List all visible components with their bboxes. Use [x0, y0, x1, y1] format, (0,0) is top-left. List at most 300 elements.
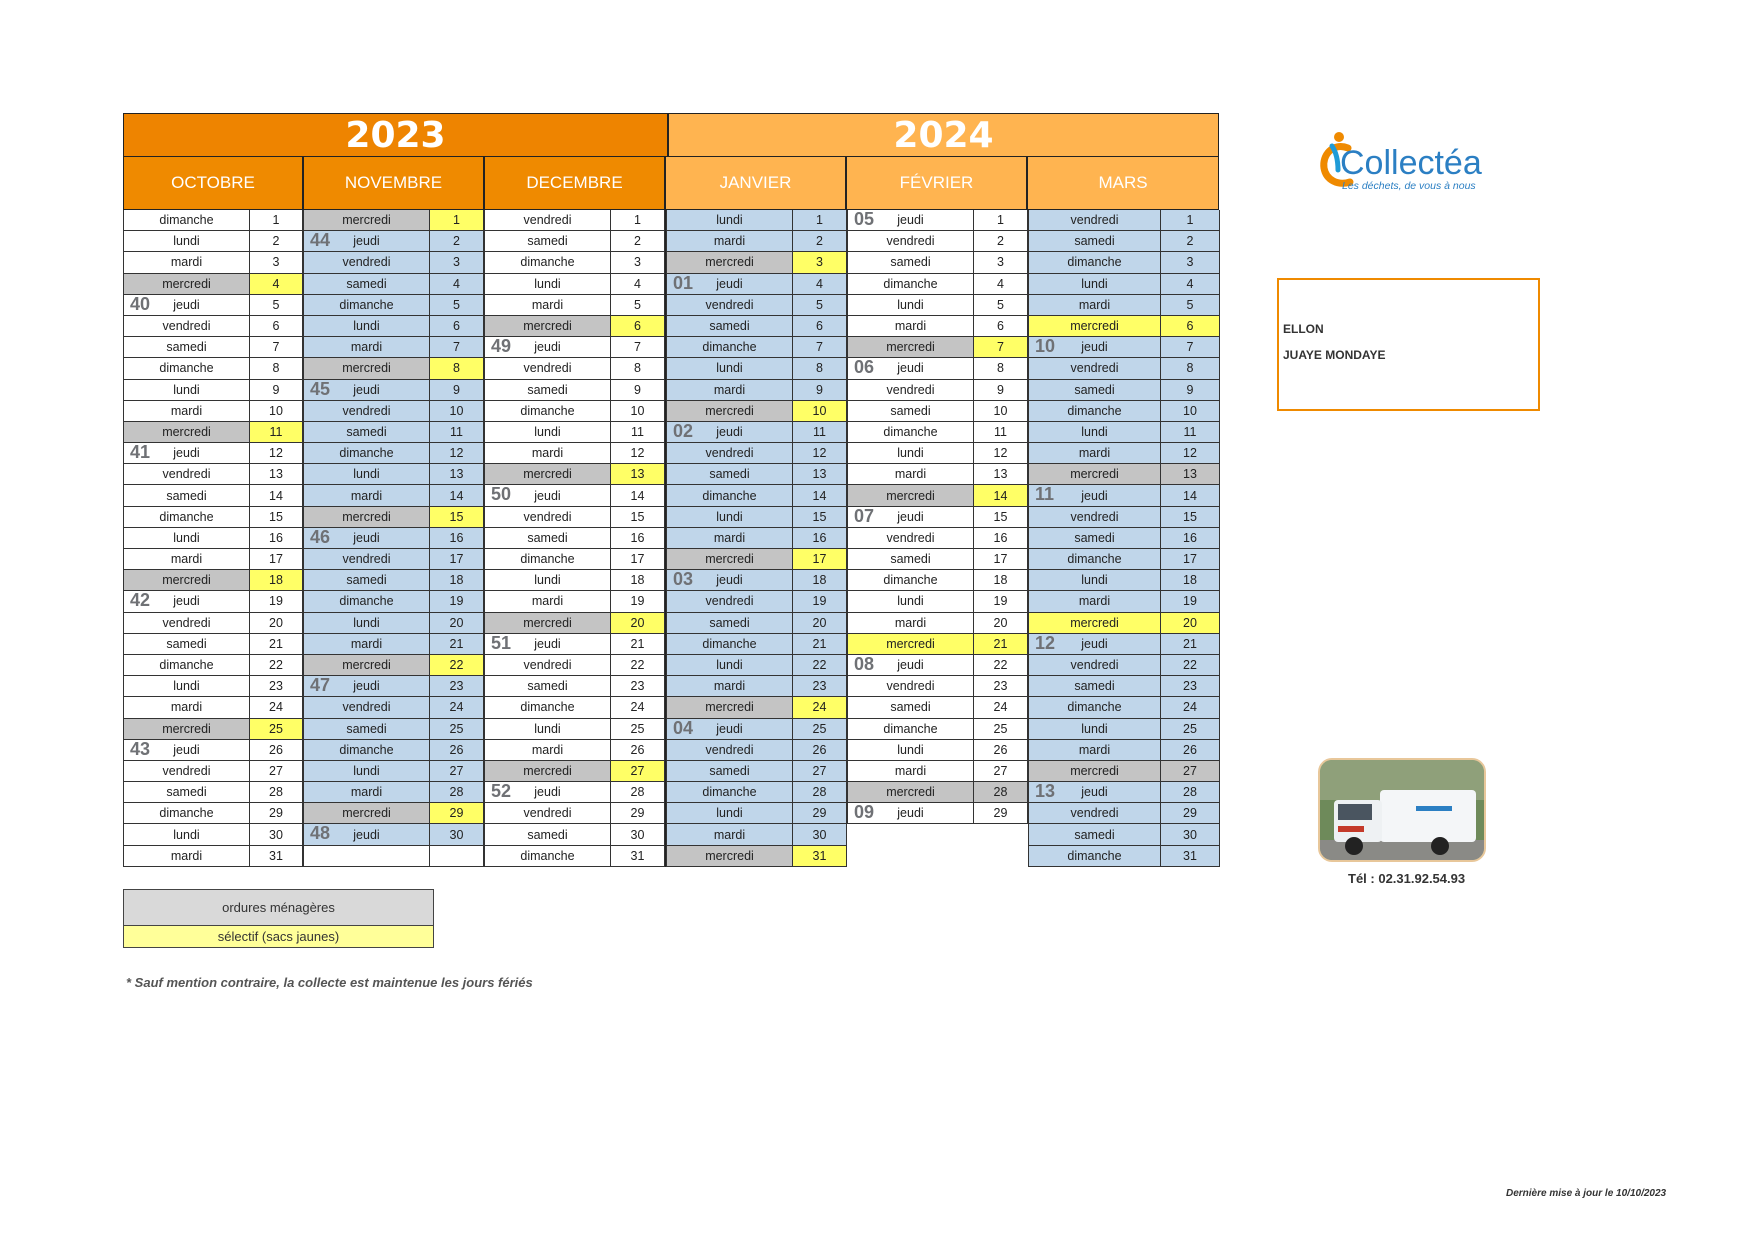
- day-number: 25: [974, 719, 1028, 740]
- communes-box: [1277, 278, 1540, 411]
- day-number: 14: [974, 485, 1028, 506]
- weekday-name: lundi: [716, 361, 743, 376]
- day-number: 4: [974, 274, 1028, 295]
- weekday-name: samedi: [346, 276, 387, 291]
- day-row: [1028, 740, 1220, 761]
- weekday-name: samedi: [527, 530, 568, 545]
- day-number: 23: [974, 676, 1028, 697]
- weekday-cell: [1028, 485, 1161, 506]
- day-row: [1028, 846, 1220, 867]
- day-row: [484, 803, 665, 824]
- day-number: 7: [611, 337, 665, 358]
- weekday-name: jeudi: [353, 679, 380, 694]
- day-number: 9: [974, 380, 1028, 401]
- day-number: 19: [250, 591, 303, 612]
- weekday-name: lundi: [173, 234, 200, 249]
- weekday-cell: [303, 761, 430, 782]
- day-number: 6: [1161, 316, 1220, 337]
- weekday-name: mardi: [531, 297, 564, 312]
- day-row: [303, 846, 484, 867]
- day-number: 5: [1161, 295, 1220, 316]
- day-row: [484, 401, 665, 422]
- day-number: 28: [1161, 782, 1220, 803]
- day-number: 27: [430, 761, 484, 782]
- weekday-name: vendredi: [523, 361, 572, 376]
- day-row: [123, 782, 303, 803]
- weekday-cell: [484, 697, 611, 718]
- weekday-name: vendredi: [705, 446, 754, 461]
- day-number: 4: [430, 274, 484, 295]
- day-number: 2: [1161, 231, 1220, 252]
- day-row: [847, 316, 1028, 337]
- weekday-cell: [303, 570, 430, 591]
- weekday-cell: [666, 274, 793, 295]
- weekday-cell: [666, 846, 793, 867]
- weekday-cell: [666, 401, 793, 422]
- day-number: 18: [1161, 570, 1220, 591]
- weekday-cell: [1028, 719, 1161, 740]
- weekday-cell: [484, 591, 611, 612]
- weekday-cell: [123, 549, 250, 570]
- weekday-name: mercredi: [1070, 467, 1119, 482]
- day-number: 17: [974, 549, 1028, 570]
- weekday-cell: [1028, 380, 1161, 401]
- weekday-name: lundi: [173, 679, 200, 694]
- day-row: [666, 803, 847, 824]
- weekday-cell: [123, 422, 250, 443]
- day-row: [1028, 380, 1220, 401]
- weekday-cell: [303, 655, 430, 676]
- weekday-cell: [847, 591, 974, 612]
- day-row: [303, 316, 484, 337]
- weekday-name: mardi: [713, 679, 746, 694]
- day-row: [484, 782, 665, 803]
- commune-name: JUAYE MONDAYE: [1283, 348, 1386, 362]
- day-row: [303, 231, 484, 252]
- weekday-cell: [484, 634, 611, 655]
- weekday-cell: [123, 634, 250, 655]
- day-row: [484, 591, 665, 612]
- day-row: [484, 846, 665, 867]
- day-number: 2: [430, 231, 484, 252]
- day-row: [1028, 358, 1220, 379]
- day-row: [123, 549, 303, 570]
- weekday-cell: [1028, 846, 1161, 867]
- legend-selectif: sélectif (sacs jaunes): [123, 926, 434, 948]
- day-row: [847, 761, 1028, 782]
- day-row: [123, 358, 303, 379]
- week-number: 11: [1035, 484, 1055, 505]
- day-number: 14: [611, 485, 665, 506]
- month-header: MARS: [1027, 157, 1219, 210]
- weekday-cell: [666, 591, 793, 612]
- weekday-name: samedi: [527, 827, 568, 842]
- weekday-cell: [303, 231, 430, 252]
- day-row: [666, 591, 847, 612]
- day-number: 5: [793, 295, 847, 316]
- day-number: 26: [611, 740, 665, 761]
- day-number: 22: [611, 655, 665, 676]
- day-row: [1028, 803, 1220, 824]
- day-row: [1028, 528, 1220, 549]
- day-row: [847, 655, 1028, 676]
- weekday-cell: [1028, 697, 1161, 718]
- day-number: 25: [611, 719, 665, 740]
- day-row: [303, 401, 484, 422]
- weekday-cell: [484, 274, 611, 295]
- weekday-name: dimanche: [159, 658, 214, 673]
- weekday-cell: [666, 803, 793, 824]
- svg-text:Collectéa: Collectéa: [1340, 144, 1482, 182]
- day-number: 25: [793, 719, 847, 740]
- day-row: [666, 231, 847, 252]
- day-number: 10: [974, 401, 1028, 422]
- weekday-name: vendredi: [886, 382, 935, 397]
- day-number: 15: [611, 507, 665, 528]
- weekday-name: dimanche: [339, 446, 394, 461]
- day-number: 15: [1161, 507, 1220, 528]
- weekday-cell: [666, 380, 793, 401]
- day-number: 17: [1161, 549, 1220, 570]
- day-number: 7: [793, 337, 847, 358]
- weekday-name: jeudi: [173, 446, 200, 461]
- day-number: 7: [1161, 337, 1220, 358]
- month-column: [1028, 210, 1220, 867]
- weekday-cell: [666, 507, 793, 528]
- weekday-cell: [484, 719, 611, 740]
- weekday-name: jeudi: [897, 806, 924, 821]
- day-number: 12: [1161, 443, 1220, 464]
- week-number: 41: [130, 442, 151, 463]
- day-number: 1: [1161, 210, 1220, 231]
- day-row: [847, 443, 1028, 464]
- weekday-cell: [484, 803, 611, 824]
- weekday-cell: [303, 507, 430, 528]
- month-column: [303, 210, 484, 867]
- day-row: [666, 485, 847, 506]
- weekday-name: mardi: [170, 848, 203, 863]
- weekday-name: vendredi: [1070, 213, 1119, 228]
- weekday-cell: [484, 570, 611, 591]
- weekday-name: mercredi: [705, 848, 754, 863]
- weekday-name: lundi: [353, 467, 380, 482]
- day-number: 1: [974, 210, 1028, 231]
- weekday-cell: [847, 740, 974, 761]
- day-number: 27: [1161, 761, 1220, 782]
- day-number: 10: [250, 401, 303, 422]
- week-number: 12: [1035, 632, 1056, 653]
- day-number: 9: [1161, 380, 1220, 401]
- day-number: 28: [974, 782, 1028, 803]
- day-row: [1028, 507, 1220, 528]
- day-row: [847, 337, 1028, 358]
- day-row: [303, 613, 484, 634]
- weekday-cell: [1028, 210, 1161, 231]
- day-row: [847, 274, 1028, 295]
- weekday-name: vendredi: [523, 213, 572, 228]
- weekday-name: dimanche: [339, 594, 394, 609]
- weekday-name: jeudi: [534, 340, 561, 355]
- weekday-cell: [484, 210, 611, 231]
- weekday-cell: [123, 210, 250, 231]
- weekday-name: vendredi: [1070, 658, 1119, 673]
- weekday-name: samedi: [527, 234, 568, 249]
- day-row: [303, 782, 484, 803]
- weekday-cell: [666, 613, 793, 634]
- weekday-name: lundi: [716, 658, 743, 673]
- weekday-cell: [303, 443, 430, 464]
- weekday-cell: [1028, 613, 1161, 634]
- day-number: 3: [974, 252, 1028, 273]
- day-number: 30: [611, 824, 665, 845]
- weekday-name: mardi: [350, 785, 383, 800]
- weekday-name: mercredi: [705, 552, 754, 567]
- weekday-cell: [666, 231, 793, 252]
- collection-calendar: [123, 113, 1219, 867]
- weekday-name: dimanche: [1067, 255, 1122, 270]
- weekday-cell: [847, 655, 974, 676]
- day-row: [484, 570, 665, 591]
- day-row: [484, 655, 665, 676]
- weekday-cell: [666, 464, 793, 485]
- day-number: 1: [793, 210, 847, 231]
- weekday-name: lundi: [173, 827, 200, 842]
- day-number: 1: [611, 210, 665, 231]
- weekday-cell: [666, 761, 793, 782]
- phone-number: Tél : 02.31.92.54.93: [1348, 871, 1466, 886]
- day-number: 18: [611, 570, 665, 591]
- weekday-cell: [847, 697, 974, 718]
- weekday-cell: [123, 613, 250, 634]
- weekday-name: mercredi: [886, 340, 935, 355]
- weekday-cell: [484, 824, 611, 845]
- weekday-cell: [484, 761, 611, 782]
- weekday-name: mercredi: [705, 255, 754, 270]
- day-number: 6: [611, 316, 665, 337]
- day-row: [666, 613, 847, 634]
- weekday-name: mardi: [170, 255, 203, 270]
- day-number: 6: [974, 316, 1028, 337]
- weekday-name: dimanche: [1067, 403, 1122, 418]
- weekday-name: jeudi: [716, 573, 743, 588]
- weekday-cell: [123, 570, 250, 591]
- weekday-name: mardi: [350, 488, 383, 503]
- week-number: 40: [130, 293, 151, 314]
- day-row: [484, 422, 665, 443]
- day-row: [847, 782, 1028, 803]
- weekday-cell: [123, 528, 250, 549]
- weekday-cell: [303, 380, 430, 401]
- day-row: [847, 485, 1028, 506]
- weekday-name: mercredi: [1070, 763, 1119, 778]
- weekday-name: vendredi: [523, 658, 572, 673]
- week-number: 08: [854, 653, 875, 674]
- weekday-cell: [1028, 676, 1161, 697]
- day-number: 18: [430, 570, 484, 591]
- weekday-cell: [123, 761, 250, 782]
- weekday-cell: [666, 676, 793, 697]
- day-number: 6: [793, 316, 847, 337]
- day-number: 31: [793, 846, 847, 867]
- week-number: 48: [310, 823, 331, 844]
- weekday-cell: [123, 252, 250, 273]
- weekday-cell: [123, 295, 250, 316]
- weekday-cell: [123, 846, 250, 867]
- weekday-cell: [1028, 358, 1161, 379]
- weekday-cell: [484, 655, 611, 676]
- weekday-cell: [666, 485, 793, 506]
- day-row: [1028, 231, 1220, 252]
- day-number: 17: [611, 549, 665, 570]
- weekday-cell: [666, 210, 793, 231]
- weekday-cell: [847, 316, 974, 337]
- day-row: [123, 316, 303, 337]
- weekday-name: vendredi: [705, 594, 754, 609]
- weekday-cell: [847, 252, 974, 273]
- weekday-name: vendredi: [1070, 806, 1119, 821]
- weekday-name: vendredi: [342, 552, 391, 567]
- month-header: DECEMBRE: [484, 157, 665, 210]
- weekday-name: jeudi: [897, 361, 924, 376]
- day-number: 24: [793, 697, 847, 718]
- weekday-name: mercredi: [886, 785, 935, 800]
- day-row: [666, 464, 847, 485]
- day-row: [484, 528, 665, 549]
- weekday-cell: [847, 719, 974, 740]
- weekday-name: jeudi: [1081, 340, 1108, 355]
- day-row: [666, 252, 847, 273]
- weekday-name: jeudi: [353, 530, 380, 545]
- day-number: 19: [974, 591, 1028, 612]
- weekday-cell: [1028, 295, 1161, 316]
- weekday-name: mercredi: [342, 806, 391, 821]
- day-number: 7: [430, 337, 484, 358]
- day-number: 11: [1161, 422, 1220, 443]
- weekday-cell: [484, 782, 611, 803]
- day-number: 21: [250, 634, 303, 655]
- day-row: [484, 337, 665, 358]
- weekday-name: samedi: [527, 382, 568, 397]
- weekday-name: vendredi: [886, 679, 935, 694]
- day-number: 19: [793, 591, 847, 612]
- day-number: 14: [430, 485, 484, 506]
- weekday-name: dimanche: [883, 276, 938, 291]
- day-number: 11: [430, 422, 484, 443]
- day-number: 30: [1161, 824, 1220, 845]
- weekday-cell: [1028, 803, 1161, 824]
- weekday-cell: [303, 803, 430, 824]
- day-number: 13: [430, 464, 484, 485]
- week-number: 04: [673, 717, 694, 738]
- weekday-name: dimanche: [159, 213, 214, 228]
- day-number: 9: [250, 380, 303, 401]
- weekday-name: mercredi: [162, 424, 211, 439]
- weekday-name: mercredi: [162, 573, 211, 588]
- weekday-cell: [847, 337, 974, 358]
- day-row: [847, 697, 1028, 718]
- weekday-name: jeudi: [353, 382, 380, 397]
- weekday-name: jeudi: [716, 424, 743, 439]
- day-number: 23: [430, 676, 484, 697]
- week-number: 42: [130, 590, 151, 611]
- day-number: 25: [1161, 719, 1220, 740]
- weekday-cell: [1028, 761, 1161, 782]
- weekday-cell: [484, 549, 611, 570]
- weekday-cell: [123, 443, 250, 464]
- day-row: [303, 719, 484, 740]
- day-row: [123, 337, 303, 358]
- day-number: 11: [974, 422, 1028, 443]
- weekday-name: mercredi: [162, 276, 211, 291]
- day-number: 18: [250, 570, 303, 591]
- day-number: 9: [611, 380, 665, 401]
- day-row: [303, 337, 484, 358]
- day-row: [1028, 634, 1220, 655]
- weekday-cell: [484, 337, 611, 358]
- day-row: [484, 761, 665, 782]
- day-row: [123, 274, 303, 295]
- day-row: [484, 252, 665, 273]
- year-header-2023: 2023: [123, 113, 668, 157]
- day-row: [303, 507, 484, 528]
- weekday-cell: [1028, 591, 1161, 612]
- weekday-cell: [303, 485, 430, 506]
- weekday-name: vendredi: [886, 234, 935, 249]
- weekday-cell: [666, 252, 793, 273]
- day-row: [666, 570, 847, 591]
- day-number: 11: [250, 422, 303, 443]
- day-number: 19: [1161, 591, 1220, 612]
- day-number: 10: [430, 401, 484, 422]
- weekday-cell: [1028, 634, 1161, 655]
- weekday-cell: [123, 591, 250, 612]
- weekday-cell: [123, 464, 250, 485]
- day-number: 4: [250, 274, 303, 295]
- weekday-cell: [484, 252, 611, 273]
- day-number: 8: [250, 358, 303, 379]
- weekday-cell: [303, 824, 430, 845]
- day-number: 16: [430, 528, 484, 549]
- day-number: 5: [974, 295, 1028, 316]
- weekday-name: lundi: [534, 573, 561, 588]
- weekday-name: mardi: [1078, 742, 1111, 757]
- day-row: [1028, 316, 1220, 337]
- month-header: OCTOBRE: [123, 157, 303, 210]
- weekday-cell: [303, 316, 430, 337]
- weekday-cell: [303, 676, 430, 697]
- weekday-cell: [303, 613, 430, 634]
- month-header: FÉVRIER: [846, 157, 1027, 210]
- weekday-name: lundi: [353, 319, 380, 334]
- day-number: 8: [974, 358, 1028, 379]
- day-number: 10: [1161, 401, 1220, 422]
- weekday-cell: [666, 295, 793, 316]
- day-row: [484, 507, 665, 528]
- day-row: [666, 274, 847, 295]
- day-number: 5: [611, 295, 665, 316]
- weekday-cell: [847, 422, 974, 443]
- weekday-cell: [303, 295, 430, 316]
- weekday-cell: [484, 443, 611, 464]
- day-number: 29: [974, 803, 1028, 824]
- weekday-name: mercredi: [523, 467, 572, 482]
- day-number: 2: [974, 231, 1028, 252]
- weekday-cell: [847, 358, 974, 379]
- weekday-cell: [666, 719, 793, 740]
- day-row: [666, 655, 847, 676]
- month-column: [484, 210, 665, 867]
- weekday-cell: [123, 676, 250, 697]
